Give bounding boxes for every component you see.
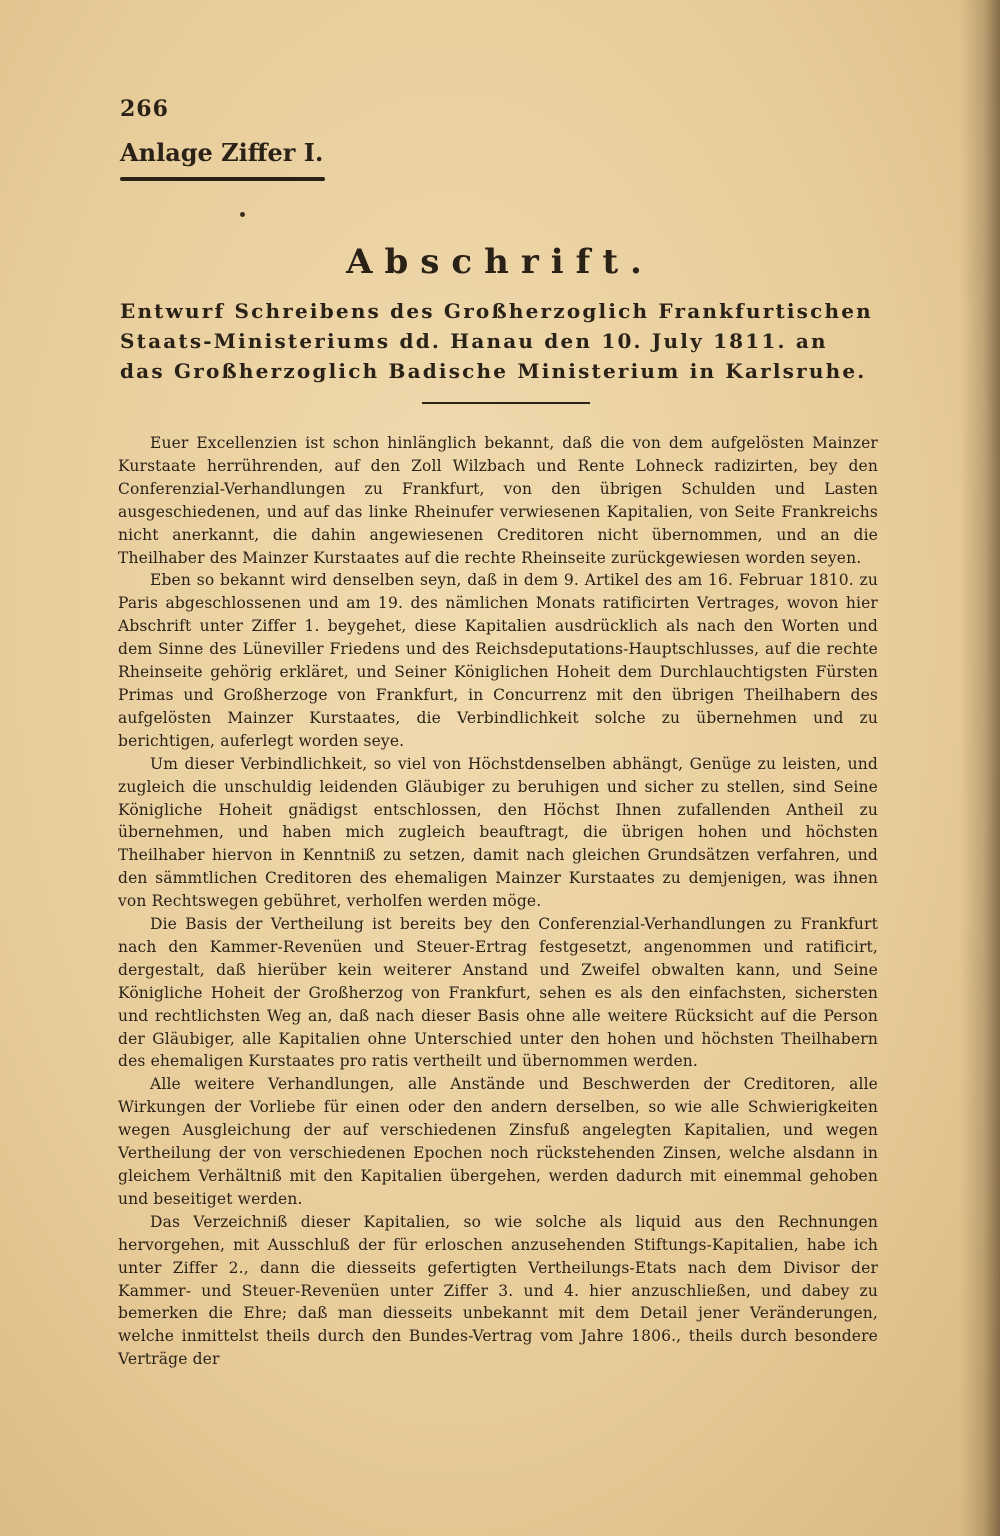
- body-text: [118, 432, 878, 1371]
- binding-gutter-shadow: [960, 0, 1000, 1536]
- section-label: Anlage Ziffer I.: [120, 138, 324, 167]
- paragraph: Das Verzeichniß dieser Kapitalien, so wie solche als liquid aus den Rechnungen hervorgehen, mit Ausschluß der für erloschen anzusehenden Stiftungs-Kapitalien, habe ich unter Ziffer 2., dann die diesseits gefertigten Vertheilungs-Etats nach dem Divisor der Kammer- und Steuer-Revenüen unter Ziffer 3. und 4. hier anzuschließen, und dabey zu bemerken die Ehre; daß man diesseits unbekannt mit dem Detail jener Veränderungen, welche inmittelst theils durch den Bundes-Vertrag vom Jahre 1806., theils durch besondere Verträge der: [118, 1212, 878, 1369]
- paragraph: Eben so bekannt wird denselben seyn, daß in dem 9. Artikel des am 16. Februar 1810. zu Paris abgeschlossenen und am 19. des nämlichen Monats ratificirten Vertrages, wovon hier Abschrift unter Ziffer 1. beygehet, diese Kapitalien ausdrücklich als nach den Worten und dem Sinne des Lüneviller Friedens und des Reichsdeputations-Hauptschlusses, auf die rechte Rheinseite gehörig erkläret, und Seiner Königlichen Hoheit dem Durchlauchtigsten Fürsten Primas und Großherzoge von Frankfurt, in Concurrenz mit den übrigen Theilhabern des aufgelösten Mainzer Kurstaates, die Verbindlichkeit solche zu übernehmen und zu berichtigen, auferlegt worden seye.: [118, 571, 878, 750]
- document-subtitle: Entwurf Schreibens des Großherzoglich Frankfurtischen Staats-Ministeriums dd. Hanau den 10. July 1811. an das Großherzoglich Badische Ministerium in Karlsruhe.: [120, 299, 873, 383]
- document-title: Abschrift.: [346, 242, 654, 282]
- title-divider: [422, 402, 590, 404]
- ink-speck: [240, 212, 245, 217]
- paragraph: Euer Excellenzien ist schon hinlänglich bekannt, daß die von dem aufgelösten Mainzer Kurstaate herrührenden, auf den Zoll Wilzbach und Rente Lohneck radizirten, bey den Conferenzial-Verhandlungen zu Frankfurt, von den übrigen Schulden und Lasten ausgeschiedenen, und auf das linke Rheinufer verwiesenen Kapitalien, von Seite Frankreichs nicht anerkannt, die dahin angewiesenen Creditoren nicht übernommen, und an die Theilhaber des Mainzer Kurstaates auf die rechte Rheinseite zurückgewiesen worden seyen.: [118, 434, 878, 567]
- page-number: 266: [120, 96, 169, 122]
- paragraph: Die Basis der Vertheilung ist bereits bey den Conferenzial-Verhandlungen zu Frankfurt nach den Kammer-Revenüen und Steuer-Ertrag festgesetzt, angenommen und ratificirt, dergestalt, daß hierüber kein weiterer Anstand und Zweifel obwalten kann, und Seine Königliche Hoheit der Großherzog von Frankfurt, sehen es als den einfachsten, sichersten und rechtlichsten Weg an, daß nach dieser Basis ohne alle weitere Rücksicht auf die Person der Gläubiger, alle Kapitalien ohne Unterschied unter den hohen und höchsten Theilhabern des ehemaligen Kurstaates pro ratis vertheilt und übernommen werden.: [118, 915, 878, 1071]
- paragraph: Um dieser Verbindlichkeit, so viel von Höchstdenselben abhängt, Genüge zu leisten, und zugleich die unschuldig leidenden Gläubiger zu beruhigen und sicher zu stellen, sind Seine Königliche Hoheit gnädigst entschlossen, den Höchst Ihnen zufallenden Antheil zu übernehmen, und haben mich zugleich beauftragt, die übrigen hohen und höchsten Theilhaber hiervon in Kenntniß zu setzen, damit nach gleichen Grundsätzen verfahren, und den sämmtlichen Creditoren des ehemaligen Mainzer Kurstaates zu demjenigen, was ihnen von Rechtswegen gebühret, verholfen werden möge.: [118, 754, 878, 911]
- paragraph: Alle weitere Verhandlungen, alle Anstände und Beschwerden der Creditoren, alle Wirkungen der Vorliebe für einen oder den andern derselben, so wie alle Schwierigkeiten wegen Ausgleichung der auf verschiedenen Zinsfuß angelegten Kapitalien, und wegen Vertheilung der von verschiedenen Epochen noch rückstehenden Zinsen, welche alsdann in gleichem Verhältniß mit den Kapitalien übergehen, werden dadurch mit einemmal gehoben und beseitiget werden.: [118, 1075, 878, 1208]
- ornamental-rule: [120, 177, 325, 181]
